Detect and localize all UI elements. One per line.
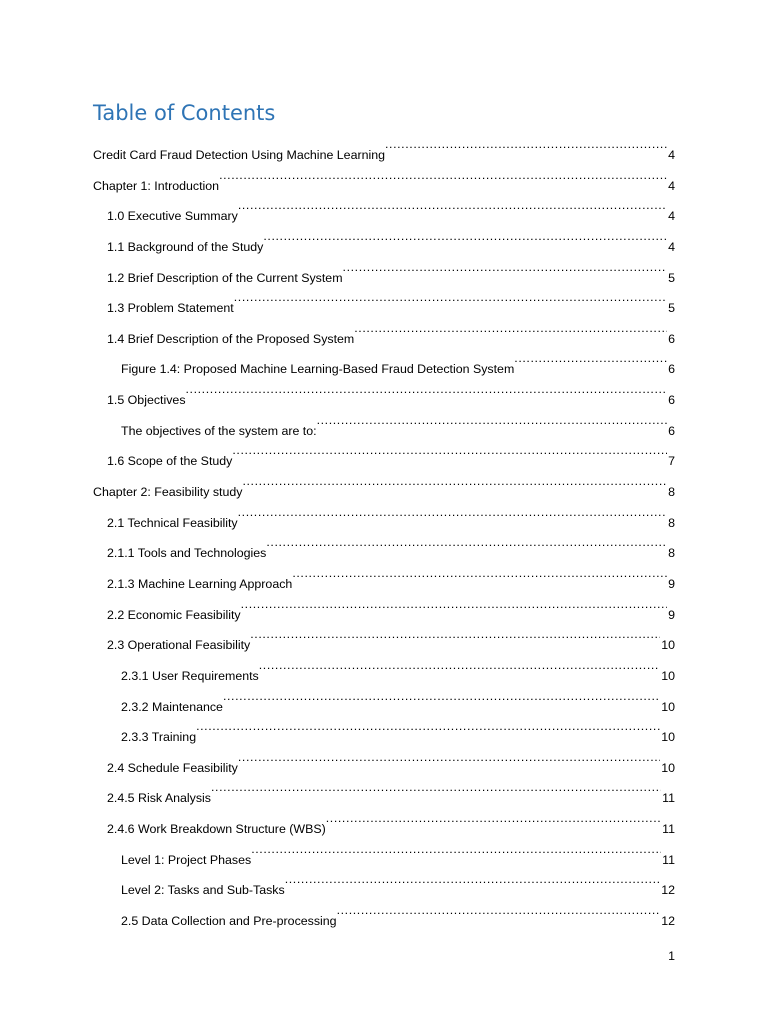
- toc-entry[interactable]: [93, 405, 675, 436]
- toc-entry-title: 2.3.1 User Requirements: [121, 661, 259, 691]
- toc-entry[interactable]: [93, 619, 675, 653]
- toc-entry[interactable]: [93, 681, 675, 712]
- dot-leader: [317, 405, 668, 435]
- dot-leader: [337, 895, 661, 925]
- dot-leader: [238, 190, 667, 220]
- toc-entry-page-number: 10: [660, 722, 675, 752]
- toc-entry-title: Level 1: Project Phases: [121, 845, 251, 875]
- toc-entry-title: 2.1 Technical Feasibility: [107, 508, 238, 538]
- toc-entry[interactable]: [93, 772, 675, 806]
- toc-heading: Table of Contents: [93, 101, 276, 125]
- toc-entry-page-number: 8: [667, 538, 675, 568]
- dot-leader: [232, 435, 667, 465]
- toc-entry[interactable]: [93, 834, 675, 865]
- toc-entry-page-number: 6: [667, 354, 675, 384]
- toc-entry-page-number: 6: [667, 385, 675, 415]
- toc-entry-page-number: 6: [667, 416, 675, 446]
- toc-entry-title: Figure 1.4: Proposed Machine Learning-Based Fraud Detection System: [121, 354, 514, 384]
- dot-leader: [266, 527, 667, 557]
- toc-entry[interactable]: [93, 895, 675, 929]
- toc-entry-page-number: 4: [667, 140, 675, 170]
- dot-leader: [354, 313, 667, 343]
- toc-entry[interactable]: [93, 497, 675, 528]
- toc-entry-page-number: 4: [667, 201, 675, 231]
- dot-leader: [285, 864, 661, 894]
- toc-entry[interactable]: [93, 527, 675, 561]
- toc-entry[interactable]: [93, 221, 675, 252]
- dot-leader: [292, 558, 667, 588]
- dot-leader: [186, 374, 668, 404]
- toc-entry-title: 2.1.1 Tools and Technologies: [107, 538, 266, 568]
- toc-entry[interactable]: [93, 252, 675, 283]
- dot-leader: [385, 129, 667, 159]
- toc-entry-title: 2.3.3 Training: [121, 722, 196, 752]
- toc-entry[interactable]: [93, 558, 675, 589]
- toc-entry-title: 2.3.2 Maintenance: [121, 692, 223, 722]
- toc-entry[interactable]: [93, 466, 675, 500]
- toc-entry[interactable]: [93, 711, 675, 745]
- toc-entry-title: 1.6 Scope of the Study: [107, 446, 232, 476]
- toc-entry-page-number: 11: [661, 845, 675, 875]
- table-of-contents-list: [93, 129, 675, 929]
- toc-entry-page-number: 6: [667, 324, 675, 354]
- toc-entry-title: Chapter 1: Introduction: [93, 171, 219, 201]
- dot-leader: [241, 589, 667, 619]
- toc-entry-page-number: 11: [661, 814, 675, 844]
- toc-entry-title: 1.2 Brief Description of the Current System: [107, 263, 343, 293]
- toc-entry[interactable]: [93, 803, 675, 837]
- toc-entry-title: 2.5 Data Collection and Pre-processing: [121, 906, 337, 936]
- toc-entry[interactable]: [93, 589, 675, 620]
- toc-entry-page-number: 5: [667, 293, 675, 323]
- page-number: 1: [668, 949, 675, 963]
- toc-entry-page-number: 10: [660, 753, 675, 783]
- toc-entry-page-number: 10: [660, 630, 675, 660]
- dot-leader: [242, 466, 667, 496]
- toc-entry-title: 2.1.3 Machine Learning Approach: [107, 569, 292, 599]
- toc-entry-title: 1.3 Problem Statement: [107, 293, 234, 323]
- toc-entry-title: Chapter 2: Feasibility study: [93, 477, 242, 507]
- toc-entry-title: 2.4.6 Work Breakdown Structure (WBS): [107, 814, 326, 844]
- toc-entry-page-number: 12: [660, 875, 675, 905]
- toc-entry-title: 1.1 Background of the Study: [107, 232, 263, 262]
- toc-entry-page-number: 8: [667, 477, 675, 507]
- dot-leader: [250, 619, 660, 649]
- dot-leader: [223, 681, 660, 711]
- toc-entry-page-number: 9: [667, 569, 675, 599]
- dot-leader: [219, 160, 667, 190]
- toc-entry-title: 1.5 Objectives: [107, 385, 186, 415]
- toc-entry-title: 1.4 Brief Description of the Proposed System: [107, 324, 354, 354]
- toc-entry-page-number: 9: [667, 600, 675, 630]
- dot-leader: [238, 742, 660, 772]
- toc-entry[interactable]: [93, 190, 675, 224]
- dot-leader: [234, 282, 667, 312]
- toc-entry-title: 2.4 Schedule Feasibility: [107, 753, 238, 783]
- dot-leader: [238, 497, 667, 527]
- dot-leader: [326, 803, 661, 833]
- toc-entry[interactable]: [93, 343, 675, 377]
- toc-entry-title: Level 2: Tasks and Sub-Tasks: [121, 875, 285, 905]
- dot-leader: [343, 252, 668, 282]
- dot-leader: [514, 343, 667, 373]
- toc-entry[interactable]: [93, 374, 675, 408]
- toc-entry-page-number: 5: [667, 263, 675, 293]
- toc-entry[interactable]: [93, 282, 675, 316]
- toc-entry[interactable]: [93, 864, 675, 898]
- toc-entry[interactable]: [93, 435, 675, 469]
- toc-entry-page-number: 8: [667, 508, 675, 538]
- toc-entry[interactable]: [93, 650, 675, 681]
- toc-entry[interactable]: [93, 160, 675, 191]
- toc-entry-page-number: 4: [667, 232, 675, 262]
- toc-entry[interactable]: [93, 313, 675, 344]
- toc-entry-page-number: 10: [660, 661, 675, 691]
- toc-entry-page-number: 10: [660, 692, 675, 722]
- dot-leader: [251, 834, 661, 864]
- toc-entry-page-number: 4: [667, 171, 675, 201]
- toc-entry-title: 2.4.5 Risk Analysis: [107, 783, 211, 813]
- dot-leader: [196, 711, 660, 741]
- toc-entry[interactable]: [93, 742, 675, 773]
- toc-entry-title: 1.0 Executive Summary: [107, 201, 238, 231]
- toc-entry-page-number: 7: [667, 446, 675, 476]
- toc-entry[interactable]: [93, 129, 675, 160]
- toc-entry-page-number: 12: [660, 906, 675, 936]
- toc-entry-page-number: 11: [661, 783, 675, 813]
- dot-leader: [211, 772, 661, 802]
- toc-entry-title: 2.2 Economic Feasibility: [107, 600, 241, 630]
- toc-entry-title: 2.3 Operational Feasibility: [107, 630, 250, 660]
- toc-entry-title: Credit Card Fraud Detection Using Machine Learning: [93, 140, 385, 170]
- dot-leader: [259, 650, 660, 680]
- toc-entry-title: The objectives of the system are to:: [121, 416, 317, 446]
- dot-leader: [263, 221, 667, 251]
